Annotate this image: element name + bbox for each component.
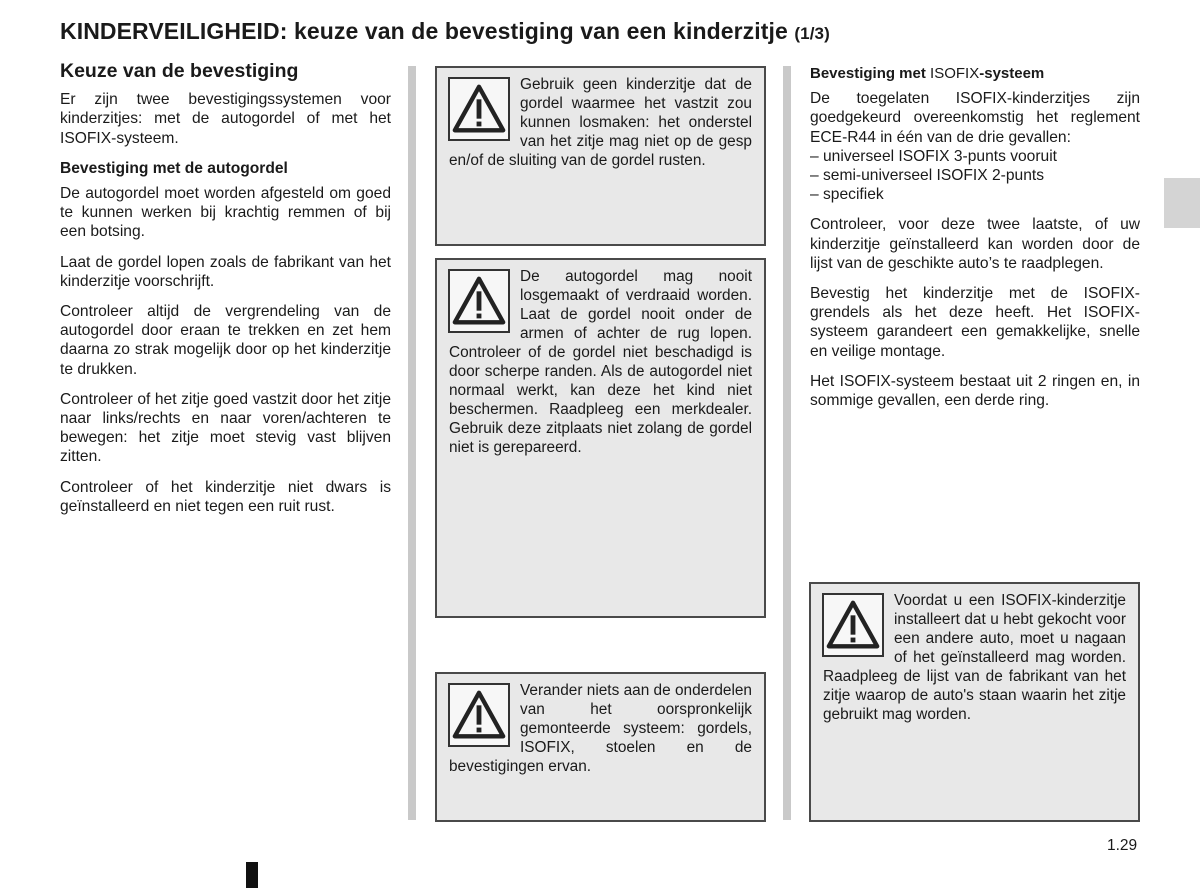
page-title — [60, 18, 830, 45]
warning-text: De autogordel mag nooit losgemaakt of verdraaid worden. Laat de gordel nooit onder de armen of achter de rug lopen. Controleer of de gordel niet beschadigd is door scherpe randen. Als de autogordel niet normaal werkt, kan deze het kind niet beschermen. Raadpleeg een merkdealer. Gebruik deze zitplaats niet zolang de gordel niet is gerepareerd. — [449, 268, 752, 456]
body-paragraph: Bevestig het kinderzitje met de ISOFIX-grendels als het deze heeft. Het ISOFIX-systeem garandeert een gemakkelijke, snelle en veilige montage. — [810, 285, 1140, 360]
warning-triangle-icon — [448, 77, 510, 141]
subheading-part: -systeem — [979, 65, 1045, 82]
warning-triangle-icon — [822, 593, 884, 657]
column-divider — [408, 66, 416, 820]
left-column — [60, 60, 391, 527]
body-paragraph: Laat de gordel lopen zoals de fabrikant van het kinderzitje voorschrijft. — [60, 253, 391, 290]
right-column — [810, 64, 1140, 421]
intro-paragraph: Er zijn twee bevestigingssystemen voor kinderzitjes: met de autogordel of met het ISOFIX-systeem. — [60, 91, 391, 147]
subheading-part: ISOFIX — [930, 65, 980, 82]
page-title-part: (1/3) — [794, 24, 830, 43]
warning-text: Gebruik geen kinderzitje dat de gordel waarmee het vastzit zou kunnen losmaken: het onderstel van het zitje mag niet op de gesp en/of de sluiting van de gordel rusten. — [449, 76, 752, 169]
warning-box — [435, 258, 766, 618]
seatbelt-subheading: Bevestiging met de autogordel — [60, 159, 288, 177]
page-title-text: KINDERVEILIGHEID: keuze van de bevestiging van een kinderzitje — [60, 18, 788, 44]
intro-paragraph: De toegelaten ISOFIX-kinderzitjes zijn goedgekeurd overeenkomstig het reglement ECE-R44 in één van de drie gevallen: — [810, 90, 1140, 146]
body-paragraph: Controleer, voor deze twee laatste, of uw kinderzitje geïnstalleerd kan worden door de lijst van de geschikte auto’s te raadplegen. — [810, 216, 1140, 272]
body-paragraph: Controleer of het zitje goed vastzit door het zitje naar links/rechts en naar voren/achteren te bewegen: het zitje moet stevig vast blijven zitten. — [60, 390, 391, 466]
list-item: – semi-universeel ISOFIX 2-punts — [810, 167, 1044, 185]
warning-triangle-icon — [448, 269, 510, 333]
page-number: 1.29 — [1107, 837, 1138, 854]
crop-mark — [246, 862, 258, 888]
body-paragraph: Controleer of het kinderzitje niet dwars is geïnstalleerd en niet tegen een ruit rust. — [60, 478, 391, 515]
list-item: – specifiek — [810, 186, 884, 204]
section-tab — [1164, 178, 1200, 228]
column-divider — [783, 66, 791, 820]
body-paragraph: De autogordel moet worden afgesteld om goed te kunnen werken bij krachtig remmen of bij een botsing. — [60, 185, 391, 241]
warning-box — [435, 66, 766, 246]
subheading-part: Bevestiging met — [810, 65, 926, 82]
warning-triangle-icon — [448, 683, 510, 747]
body-paragraph: Controleer altijd de vergrendeling van de autogordel door eraan te trekken en zet hem daarna zo strak mogelijk door op het kinderzitje te drukken. — [60, 303, 391, 378]
section-heading: Keuze van de bevestiging — [60, 60, 299, 82]
warning-box — [809, 582, 1140, 822]
warning-text: Voordat u een ISOFIX-kinderzitje installeert dat u hebt gekocht voor een andere auto, moet u nagaan of het geïnstalleerd mag worden. Raadpleeg de lijst van de fabrikant van het zitje waarop de auto's staan waarin het zitje gebruikt mag worden. — [823, 592, 1126, 723]
list-item: – universeel ISOFIX 3-punts vooruit — [810, 147, 1058, 165]
warning-box — [435, 672, 766, 822]
warning-text: Verander niets aan de onderdelen van het oorspronkelijk gemonteerde systeem: gordels, ISOFIX, stoelen en de bevestigingen ervan. — [449, 682, 752, 775]
isofix-subheading — [810, 64, 1140, 83]
body-paragraph: Het ISOFIX-systeem bestaat uit 2 ringen en, in sommige gevallen, een derde ring. — [810, 372, 1140, 410]
